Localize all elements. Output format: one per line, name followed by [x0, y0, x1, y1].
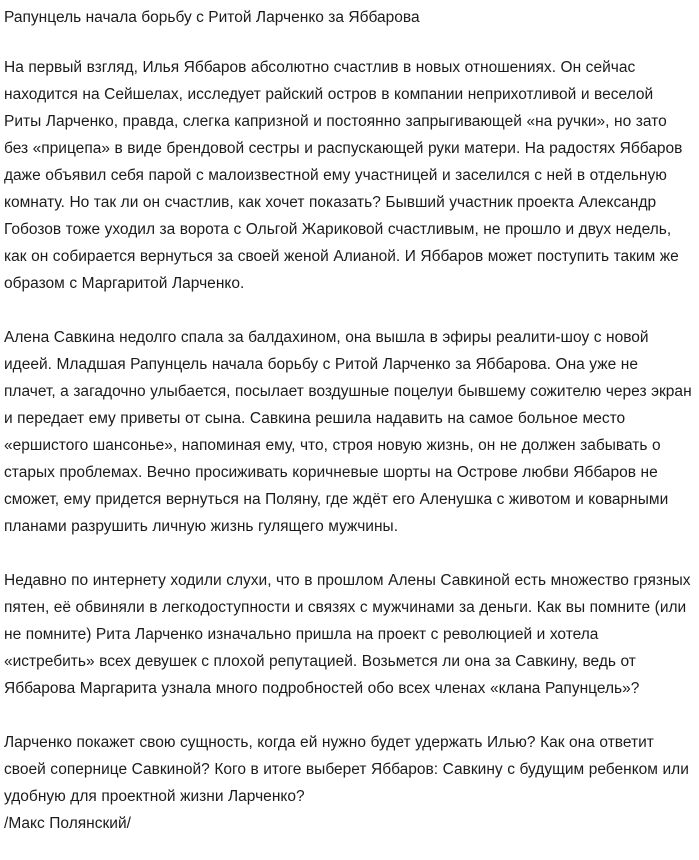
article-closing-block: [4, 729, 692, 837]
article-closing-paragraph: Ларченко покажет свою сущность, когда ей нужно будет удержать Илью? Как она ответит своей сопернице Савкиной? Кого в итоге выберет Яббаров: Савкину с будущим ребенком или удобную для проектной жизни Ларченко?: [4, 734, 689, 805]
article-paragraph-1: На первый взгляд, Илья Яббаров абсолютно счастлив в новых отношениях. Он сейчас находится на Сейшелах, исследует райский остров в компании неприхотливой и веселой Риты Ларченко, правда, слегка капризной и постоянно запрыгивающей «на ручки», но зато без «прицепа» в виде брендовой сестры и распускающей руки матери. На радостях Яббаров даже объявил себя парой с малоизвестной ему участницей и заселился с ней в отдельную комнату. Но так ли он счастлив, как хочет показать? Бывший участник проекта Александр Гобозов тоже уходил за ворота с Ольгой Жариковой счастливым, не прошло и двух недель, как он собирается вернуться за своей женой Алианой. И Яббаров может поступить таким же образом с Маргаритой Ларченко.: [4, 59, 683, 292]
title-body-spacer: [4, 31, 692, 54]
article-body: [4, 54, 692, 837]
page-title: Рапунцель начала борьбу с Ритой Ларченко за Яббарова: [4, 9, 420, 26]
article-paragraph-3: Недавно по интернету ходили слухи, что в прошлом Алены Савкиной есть множество грязных пятен, её обвиняли в легкодоступности и связях с мужчинами за деньги. Как вы помните (или не помните) Рита Ларченко изначально пришла на проект с революцией и хотела «истребить» всех девушек с плохой репутацией. Возьметcя ли она за Савкину, ведь от Яббарова Маргарита узнала много подробностей обо всех членах «клана Рапунцель»?: [4, 572, 691, 697]
article-signature: /Макс Полянский/: [4, 815, 131, 832]
article-paragraph-2: Алена Савкина недолго спала за балдахином, она вышла в эфиры реалити-шоу с новой идеей. Младшая Рапунцель начала борьбу с Ритой Ларченко за Яббарова. Она уже не плачет, а загадочно улыбается, посылает воздушные поцелуи бывшему сожителю через экран и передает ему приветы от сына. Савкина решила надавить на самое больное место «ершистого шансонье», напоминая ему, что, строя новую жизнь, он не должен забывать о старых проблемах. Вечно просиживать коричневые шорты на Острове любви Яббаров не сможет, ему придется вернуться на Поляну, где ждёт его Аленушка с животом и коварными планами разрушить личную жизнь гулящего мужчины.: [4, 329, 692, 535]
